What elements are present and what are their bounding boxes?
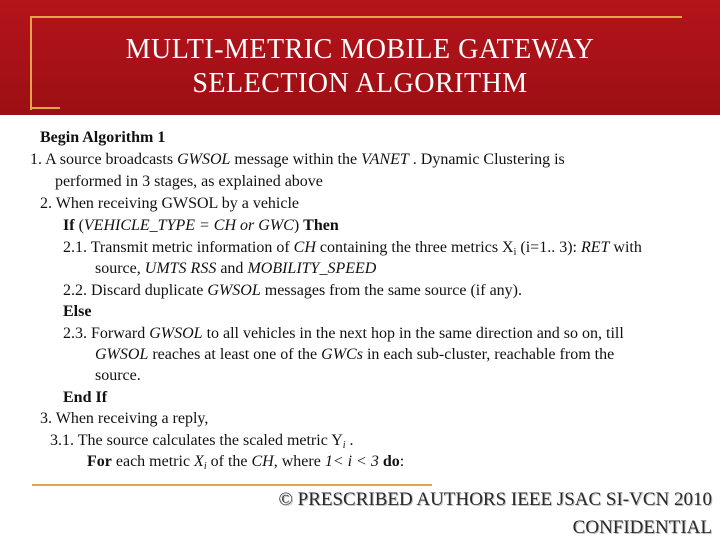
algorithm-begin: Begin Algorithm 1 bbox=[40, 129, 166, 146]
footer-copyright: © PRESCRIBED AUTHORS IEEE JSAC SI-VCN 2010 bbox=[278, 489, 712, 510]
footer-rule bbox=[32, 484, 432, 486]
step-2-3-cont2: source. bbox=[95, 367, 141, 384]
if-line: If (VEHICLE_TYPE = CH or GWC) Then bbox=[63, 217, 339, 234]
step-2-2: 2.2. Discard duplicate GWSOL messages from the same source (if any). bbox=[63, 282, 522, 299]
step-1: 1. A source broadcasts GWSOL message within the VANET . Dynamic Clustering is bbox=[30, 151, 565, 168]
step-2-3: 2.3. Forward GWSOL to all vehicles in the next hop in the same direction and so on, till bbox=[63, 325, 624, 342]
step-2-1: 2.1. Transmit metric information of CH containing the three metrics $X_i$ (i=1.. 3): RET with bbox=[63, 239, 642, 258]
endif-line: End If bbox=[63, 389, 108, 406]
slide-title-line2: SELECTION ALGORITHM bbox=[192, 68, 528, 99]
title-banner bbox=[0, 0, 720, 115]
slide-title-line1: MULTI-METRIC MOBILE GATEWAY bbox=[125, 34, 595, 65]
step-3: 3. When receiving a reply, bbox=[40, 410, 209, 427]
title-frame-corner bbox=[30, 107, 60, 109]
step-2: 2. When receiving GWSOL by a vehicle bbox=[40, 195, 300, 212]
step-2-1-cont: source, UMTS RSS and MOBILITY_SPEED bbox=[95, 260, 377, 277]
footer-confidential: CONFIDENTIAL bbox=[572, 517, 712, 538]
step-3-1: 3.1. The source calculates the scaled metric $Y_i$ . bbox=[50, 432, 354, 451]
else-line: Else bbox=[63, 303, 92, 320]
for-line: For each metric $X_i$ of the CH, where 1< i < 3 do: bbox=[87, 453, 405, 472]
step-2-3-cont: GWSOL reaches at least one of the GWCs in each sub-cluster, reachable from the bbox=[95, 346, 615, 363]
step-1-cont: performed in 3 stages, as explained above bbox=[55, 173, 323, 190]
